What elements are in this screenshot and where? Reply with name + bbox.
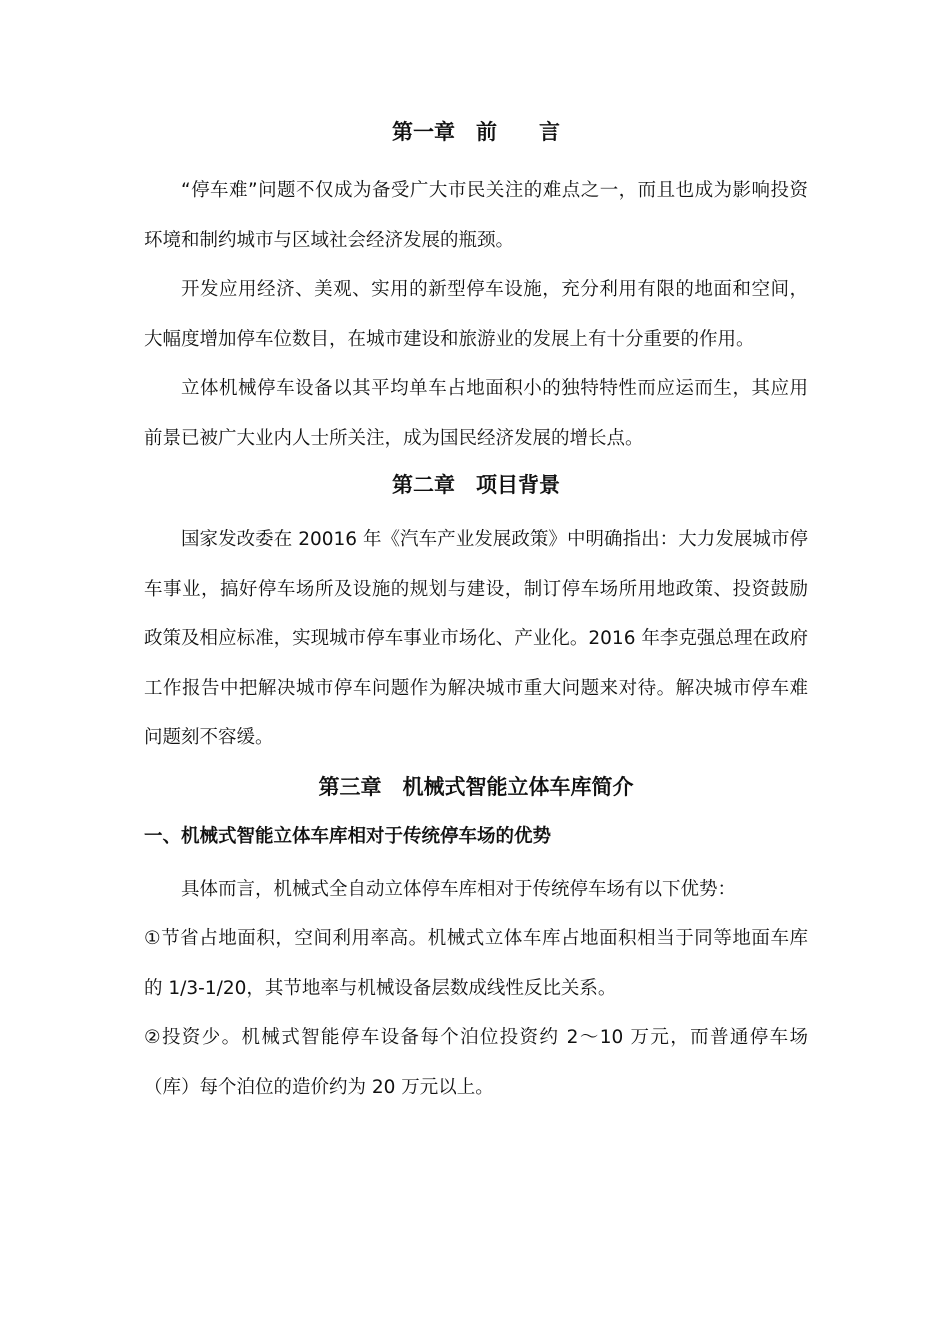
- chapter-3-title: 第三章 机械式智能立体车库简介: [318, 774, 634, 799]
- document-body: [144, 112, 808, 1112]
- chapter-1-paragraph: 开发应用经济、美观、实用的新型停车设施，充分利用有限的地面和空间，大幅度增加停车位数目，在城市建设和旅游业的发展上有十分重要的作用。: [144, 279, 808, 350]
- chapter-1-title: 第一章 前 言: [392, 120, 560, 144]
- advantage-item: ①节省占地面积，空间利用率高。机械式立体车库占地面积相当于同等地面车库的 1/3-1/20，其节地率与机械设备层数成线性反比关系。: [144, 928, 808, 999]
- advantage-item: ②投资少。机械式智能停车设备每个泊位投资约 2～10 万元，而普通停车场（库）每个泊位的造价约为 20 万元以上。: [144, 1027, 808, 1098]
- chapter-1-paragraph: “停车难”问题不仅成为备受广大市民关注的难点之一，而且也成为影响投资环境和制约城市与区域社会经济发展的瓶颈。: [144, 180, 808, 251]
- chapter-2-paragraph: 国家发改委在 20016 年《汽车产业发展政策》中明确指出：大力发展城市停车事业，搞好停车场所及设施的规划与建设，制订停车场所用地政策、投资鼓励政策及相应标准，实现城市停车事业市场化、产业化。2016 年李克强总理在政府工作报告中把解决城市停车问题作为解决城市重大问题来对待。解决城市停车难问题刻不容缓。: [144, 529, 808, 748]
- chapter-2-title: 第二章 项目背景: [392, 473, 560, 497]
- chapter-3-intro: 具体而言，机械式全自动立体停车库相对于传统停车场有以下优势：: [181, 878, 737, 900]
- chapter-1-paragraph: 立体机械停车设备以其平均单车占地面积小的独特特性而应运而生，其应用前景已被广大业内人士所关注，成为国民经济发展的增长点。: [144, 378, 808, 449]
- section-1-heading: 一、机械式智能立体车库相对于传统停车场的优势: [144, 825, 552, 847]
